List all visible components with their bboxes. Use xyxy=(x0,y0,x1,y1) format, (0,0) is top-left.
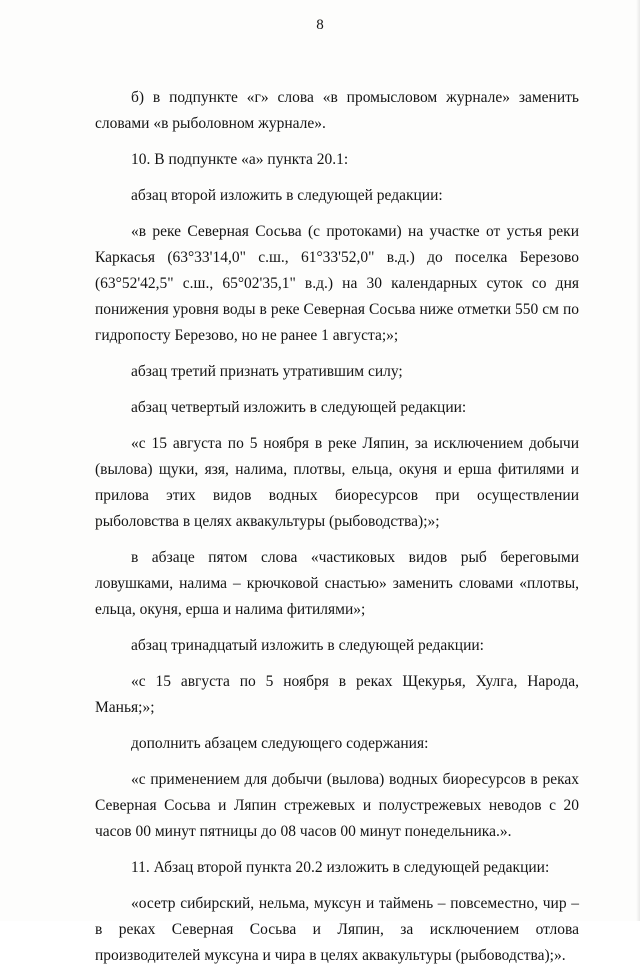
paragraph-add-abzac: дополнить абзацем следующего содержания: xyxy=(131,735,429,752)
paragraph-third-abzac-void: абзац третий признать утратившим силу; xyxy=(131,363,403,380)
paragraph-fifth-abzac-replace: в абзаце пятом слова «частиковых видов рыб береговыми ловушками, налима – крючковой снастью» заменить словами «плотвы, ельца, окуня, ерша и налима фитилями»; xyxy=(95,549,579,618)
page-number: 8 xyxy=(316,17,324,33)
paragraph-point-10: 10. В подпункте «а» пункта 20.1: xyxy=(131,151,349,168)
paragraph-item-b: б) в подпункте «г» слова «в промысловом журнале» заменить словами «в рыболовном журнале». xyxy=(95,89,579,132)
document-body xyxy=(95,85,579,969)
paragraph-instruction-thirteenth-abzac: абзац тринадцатый изложить в следующей редакции: xyxy=(131,637,484,654)
paragraph-quote-lyapin: «с 15 августа по 5 ноября в реке Ляпин, за исключением добычи (вылова) щуки, язя, налима, плотвы, ельца, окуня и ерша фитилями и прилова этих видов водных биоресурсов при осуществлении рыболовства в целях аквакультуры (рыбоводства);»; xyxy=(95,435,579,530)
paragraph-quote-species: «осетр сибирский, нельма, муксун и таймень – повсеместно, чир – в реках Северная Сосьва и Ляпин, за исключением отлова производителей муксуна и чира в целях аквакультуры (рыбоводства);». xyxy=(95,895,579,964)
paragraph-point-11: 11. Абзац второй пункта 20.2 изложить в следующей редакции: xyxy=(131,859,550,876)
scan-edge-shadow xyxy=(636,0,640,921)
paragraph-quote-rivers: «с 15 августа по 5 ноября в реках Щекурья, Хулга, Народа, Манья;»; xyxy=(95,673,579,716)
paragraph-quote-nets: «с применением для добычи (вылова) водных биоресурсов в реках Северная Сосьва и Ляпин стрежевых и полустрежевых неводов с 20 часов 00 минут пятницы до 08 часов 00 минут понедельника.». xyxy=(95,771,579,840)
paragraph-quote-severnaya-sosva: «в реке Северная Сосьва (с протоками) на участке от устья реки Каркасья (63°33'14,0" с.ш., 61°33'52,0" в.д.) до поселка Березово (63°52'42,5" с.ш., 65°02'35,1" в.д.) на 30 календарных суток со дня понижения уровня воды в реке Северная Сосьва ниже отметки 550 см по гидропосту Березово, но не ранее 1 августа;»; xyxy=(95,223,579,344)
paragraph-instruction-second-abzac: абзац второй изложить в следующей редакции: xyxy=(131,187,443,204)
paragraph-instruction-fourth-abzac: абзац четвертый изложить в следующей редакции: xyxy=(131,399,467,416)
